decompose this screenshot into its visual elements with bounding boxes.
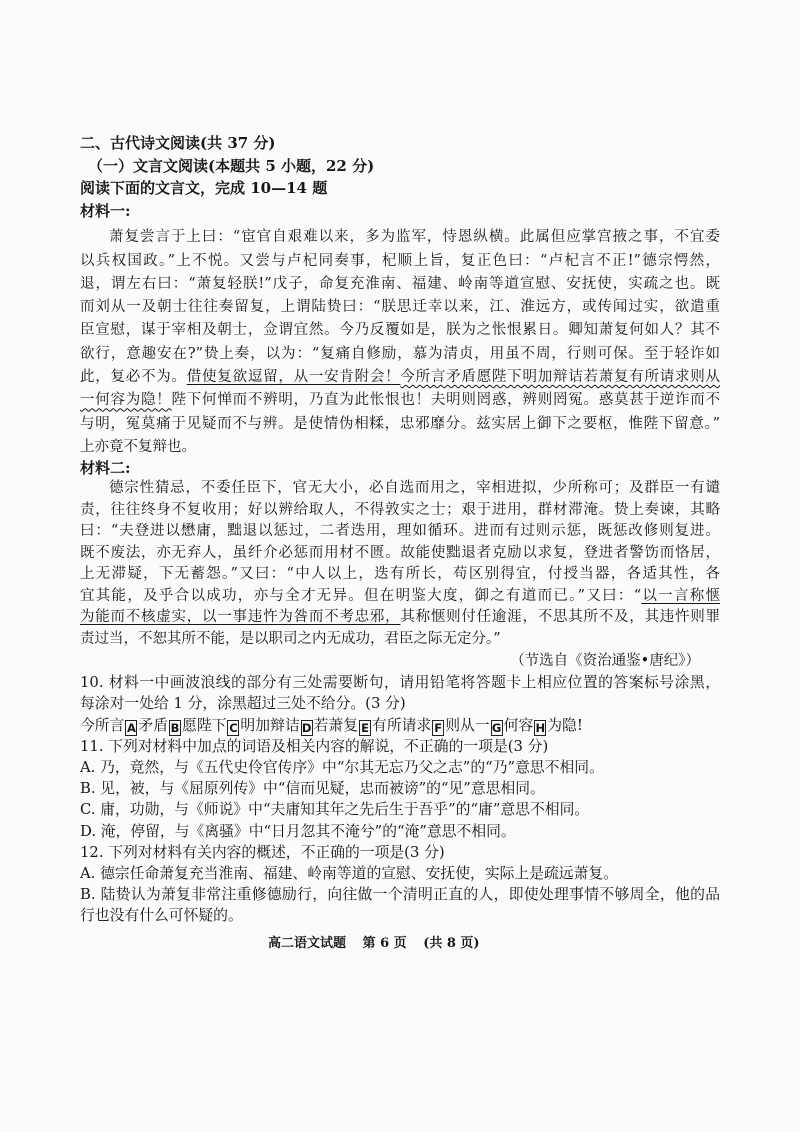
passage-text: 上亦竟不复辩也。 [80,438,196,455]
sentence-fragment: 今所言 [80,716,125,734]
sentence-fragment: 明加辩诘 [240,716,300,734]
passage-line [80,478,720,500]
passage-text: 责，往往终身不复收用；好以辨给取人，不得敦实之士；艰于进用，群材滞淹。贽上奏谏，其略 [80,501,720,518]
option-a: A. 德宗任命萧复充当淮南、福建、岭南等道的宣慰、安抚使，实际上是疏远萧复。 [80,864,618,882]
passage-text: 曰：“夫登进以懋庸，黜退以惩过，二者迭用，理如循环。进而有过则示惩，既惩改修则复进。 [80,523,720,540]
underlined-text: 借使复欲逗留，从一安肯附会！ [186,369,401,386]
material-1-label: 材料一: [80,201,131,220]
passage-text: 以兵权国政。”上不悦。又尝与卢杞同奏事，杞顺上旨，复正色曰：“卢杞言不正!”德宗愕然， [80,252,720,269]
answer-label-box: D [301,720,312,735]
passage-line [80,543,720,565]
passage-text: 宜其能，及乎合以成功，亦与全才无异。但在明鉴大度，御之有道而已。”又曰：“ [80,587,642,604]
passage-line [80,607,720,629]
sentence-fragment: 矛盾 [138,716,169,734]
passage-text: 退，谓左右曰：“萧复轻朕!”戊子，命复充淮南、福建、岭南等道宣慰、安抚使，实疏之也。既 [80,275,720,292]
question-10 [80,672,720,736]
passage-text: 而刘从一及朝士往往奏留复，上谓陆贽曰：“朕思迁幸以来，江、淮远方，或传闻过实，欲遣重 [80,299,720,316]
answer-label-box: E [359,720,371,736]
answer-label-box: F [432,720,444,736]
passage-text: 既不废法，亦无弃人，虽纤介必惩而用材不匮。故能使黜退者克励以求复，登进者警饬而恪居， [80,544,720,561]
option-b-continued: 行也没有什么可怀疑的。 [80,907,243,925]
passage-line [80,366,720,389]
question-stem: 10. 材料一中画波浪线的部分有三处需要断句，请用铅笔将答题卡上相应位置的答案标号涂黑， [80,674,720,692]
option-b: B. 陆贽认为萧复非常注重修德励行，向往做一个清明正直的人，即使处理事情不够周全，他的品 [80,886,720,904]
subsection-title: （一）文言文阅读(本题共 5 小题，22 分) [88,156,375,175]
reading-instruction: 阅读下面的文言文，完成 10—14 题 [80,179,328,197]
passage-text: 上无滞疑，下无蓄怨。”又曰：“中人以上，迭有所长，苟区别得宜，付授当器，各适其性，各 [80,566,720,583]
option-b: B. 见，被，与《屈原列传》中“信而见疑，忠而被谤”的“见”意思相同。 [80,780,545,798]
footer-page-number: 第 6 页 [362,935,407,951]
sentence-fragment: 愿陛下 [182,716,227,734]
option-c: C. 庸，功勋，与《师说》中“夫庸知其年之先后生于吾乎”的“庸”意思不相同。 [80,801,590,819]
passage-line [80,319,720,342]
answer-label-box: H [535,720,546,735]
footer-subject: 高二语文试题 [268,935,347,951]
passage-line [80,343,720,366]
material-2-label: 材料二: [80,459,131,478]
question-stem: 11. 下列对材料中加点的词语及相关内容的解说，不正确的一项是(3 分) [80,737,549,755]
answer-label-box: B [170,720,180,735]
passage-line [80,521,720,543]
passage-line [80,389,720,412]
passage-text: 萧复尝言于上曰：“宦官自艰难以来，多为监军，恃恩纵横。此属但应掌宫掖之事，不宜委 [109,229,720,246]
passage-line [80,586,720,608]
passage-text: 陛下何惮而不辨明，乃直为此怅恨也！夫明则罔惑，辨则罔冤。惑莫甚于逆诈而不 [171,392,720,409]
questions-section [80,672,720,926]
passage-text: 德宗性猜忌，不委任臣下，官无大小，必自选而用之，宰相进拟，少所称可；及群臣一有谴 [109,480,720,497]
passage-line [80,273,720,296]
answer-label-box: C [229,720,238,735]
footer-total-pages: (共 8 页) [423,935,480,951]
passage-line [80,226,720,249]
material-1-passage [80,226,720,459]
passage-text: 欲行，意趣安在?”贽上奏，以为：“复痛自修励，慕为清贞，用虽不周，行则可保。至于轻诈如 [80,345,720,362]
passage-text: 臣宣慰，谋于宰相及朝士，佥谓宜然。今乃反覆如是，朕为之怅恨累日。卿知萧复何如人？其不 [80,322,720,339]
option-d: D. 淹，停留，与《离骚》中“日月忽其不淹兮”的“淹”意思不相同。 [80,822,516,840]
passage-line [80,250,720,273]
section-title: 二、古代诗文阅读(共 37 分) [80,134,276,152]
option-a: A. 乃，竟然，与《五代史伶官传序》中“尔其无忘乃父之志”的“乃”意思不相同。 [80,759,604,777]
underlined-text: 以一言称惬 [641,587,720,604]
answer-label-box: A [126,720,136,735]
sentence-fragment: 有所请求 [372,716,432,734]
passage-line [80,629,720,651]
passage-line [80,564,720,586]
punctuation-answer-line [80,715,720,736]
underlined-text: 为能而不核虚实，以一事违忤为咎而不考忠邪， [80,609,401,626]
source-citation: （节选自《资治通鉴•唐纪》） [510,653,700,670]
passage-text: 与明，冤莫痛于见疑而不与辨。是使情伪相糅，忠邪靡分。兹实居上御下之要枢，惟陛下留意。” [80,415,720,432]
material-2-passage [80,478,720,650]
sentence-fragment: 为隐! [547,716,583,734]
question-12 [80,842,720,927]
sentence-fragment: 何容 [503,716,534,734]
answer-label-box: G [491,720,502,735]
passage-text: 其称惬则付任逾涯，不思其所不及，其违忤则罪 [400,609,720,626]
question-stem: 每涂对一处给 1 分，涂黑超过三处不给分。(3 分) [80,695,406,713]
sentence-fragment: 若萧复 [313,716,359,734]
passage-line [80,500,720,522]
passage-text: 责过当，不恕其所不能，是以职司之内无成功，君臣之际无定分。” [80,630,501,647]
sentence-fragment: 则从一 [445,716,490,734]
wavy-underlined-text: 一何容为隐！ [80,392,172,409]
question-stem: 12. 下列对材料有关内容的概述，不正确的一项是(3 分) [80,843,445,861]
page-footer [80,935,720,953]
passage-line [80,296,720,319]
question-11 [80,736,720,842]
passage-line [80,436,720,459]
passage-text: 此，复必不为。 [80,369,187,386]
wavy-underlined-text: 今所言矛盾愿陛下明加辩诘若萧复有所请求则从 [400,369,720,386]
passage-line [80,413,720,436]
